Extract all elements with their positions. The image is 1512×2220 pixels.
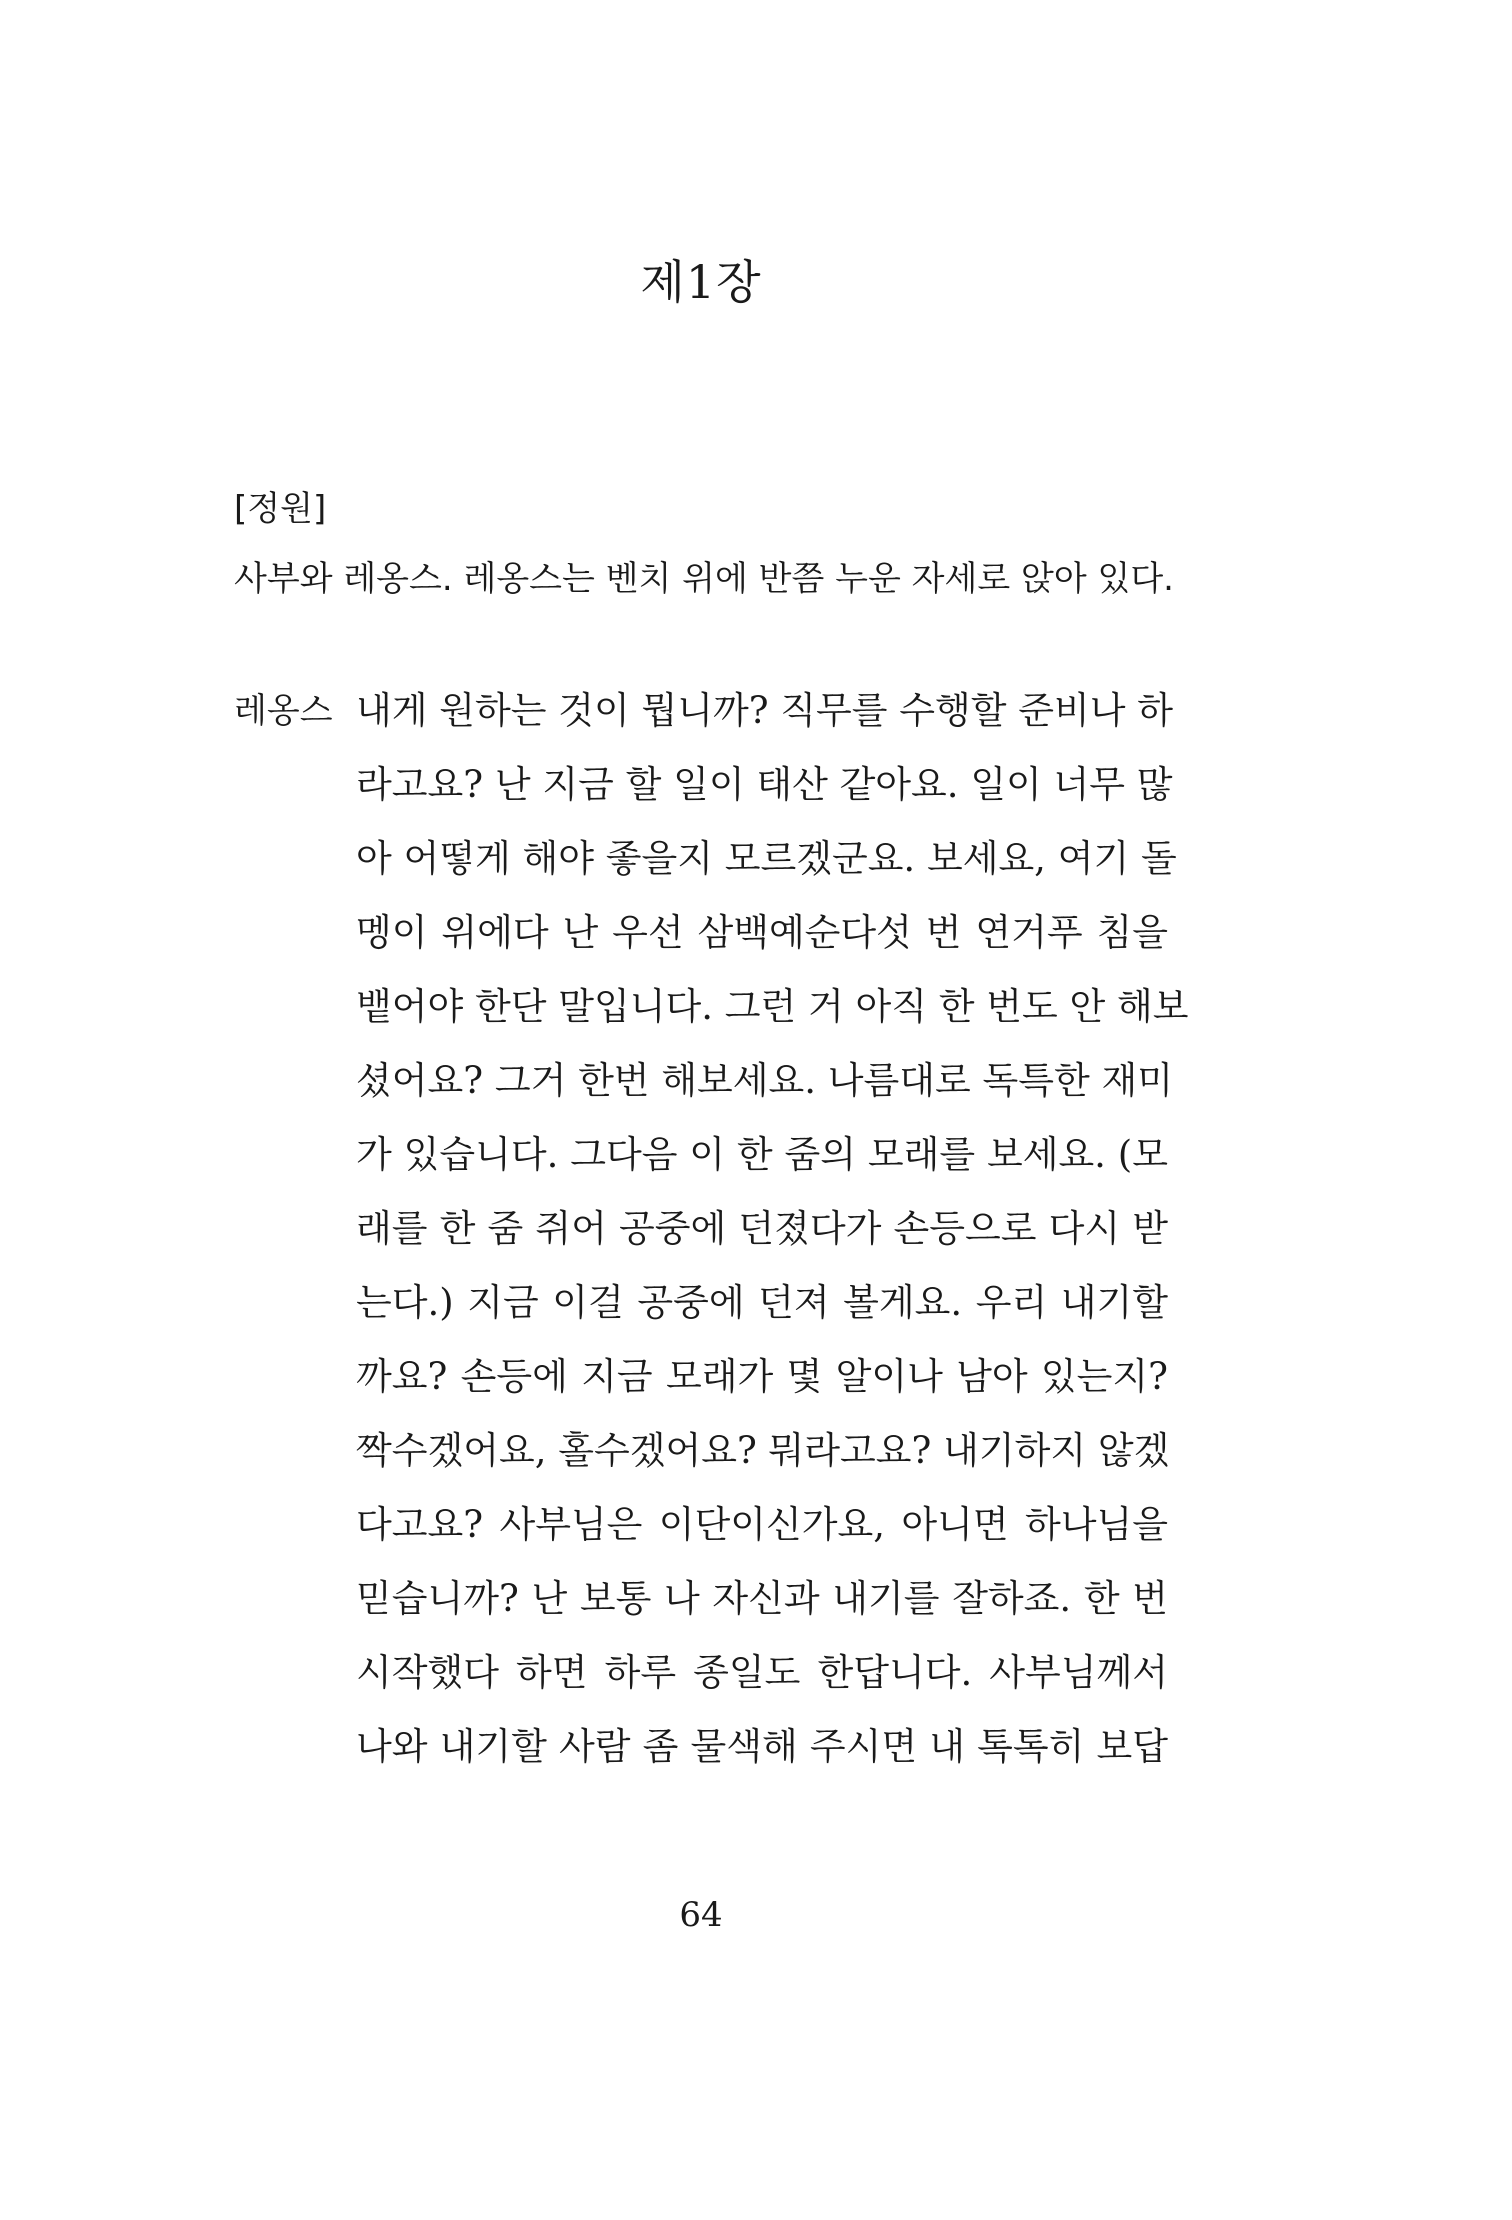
dialogue-line: 짝수겠어요, 홀수겠어요? 뭐라고요? 내기하지 않겠 <box>356 1429 1170 1472</box>
dialogue-line: 시작했다 하면 하루 종일도 한답니다. 사부님께서 <box>356 1651 1168 1694</box>
dialogue-line: 나와 내기할 사람 좀 물색해 주시면 내 톡톡히 보답 <box>356 1725 1168 1768</box>
dialogue-line: 래를 한 줌 쥐어 공중에 던졌다가 손등으로 다시 받 <box>356 1207 1168 1250</box>
chapter-title: 제1장 <box>640 255 762 309</box>
dialogue-line: 셨어요? 그거 한번 해보세요. 나름대로 독특한 재미 <box>356 1059 1174 1102</box>
dialogue-text <box>356 674 1189 1784</box>
page-number: 64 <box>679 1895 723 1935</box>
dialogue-line: 믿습니까? 난 보통 나 자신과 내기를 잘하죠. 한 번 <box>356 1577 1168 1620</box>
dialogue-line: 멩이 위에다 난 우선 삼백예순다섯 번 연거푸 침을 <box>356 911 1168 954</box>
scene-location: [정원] <box>234 489 327 529</box>
stage-direction: 사부와 레옹스. 레옹스는 벤치 위에 반쯤 누운 자세로 앉아 있다. <box>234 559 1174 599</box>
dialogue-line: 아 어떻게 해야 좋을지 모르겠군요. 보세요, 여기 돌 <box>356 837 1177 880</box>
dialogue-line: 라고요? 난 지금 할 일이 태산 같아요. 일이 너무 많 <box>356 763 1173 806</box>
dialogue-line: 는다.) 지금 이걸 공중에 던져 볼게요. 우리 내기할 <box>356 1281 1168 1324</box>
dialogue-line: 가 있습니다. 그다음 이 한 줌의 모래를 보세요. (모 <box>356 1133 1168 1176</box>
speaker-name: 레옹스 <box>234 691 333 731</box>
dialogue-line: 내게 원하는 것이 뭡니까? 직무를 수행할 준비나 하 <box>356 689 1174 732</box>
dialogue-line: 까요? 손등에 지금 모래가 몇 알이나 남아 있는지? <box>356 1355 1168 1398</box>
dialogue-line: 뱉어야 한단 말입니다. 그런 거 아직 한 번도 안 해보 <box>356 985 1189 1028</box>
dialogue-line: 다고요? 사부님은 이단이신가요, 아니면 하나님을 <box>356 1503 1168 1546</box>
stage-direction-block <box>234 474 1174 614</box>
